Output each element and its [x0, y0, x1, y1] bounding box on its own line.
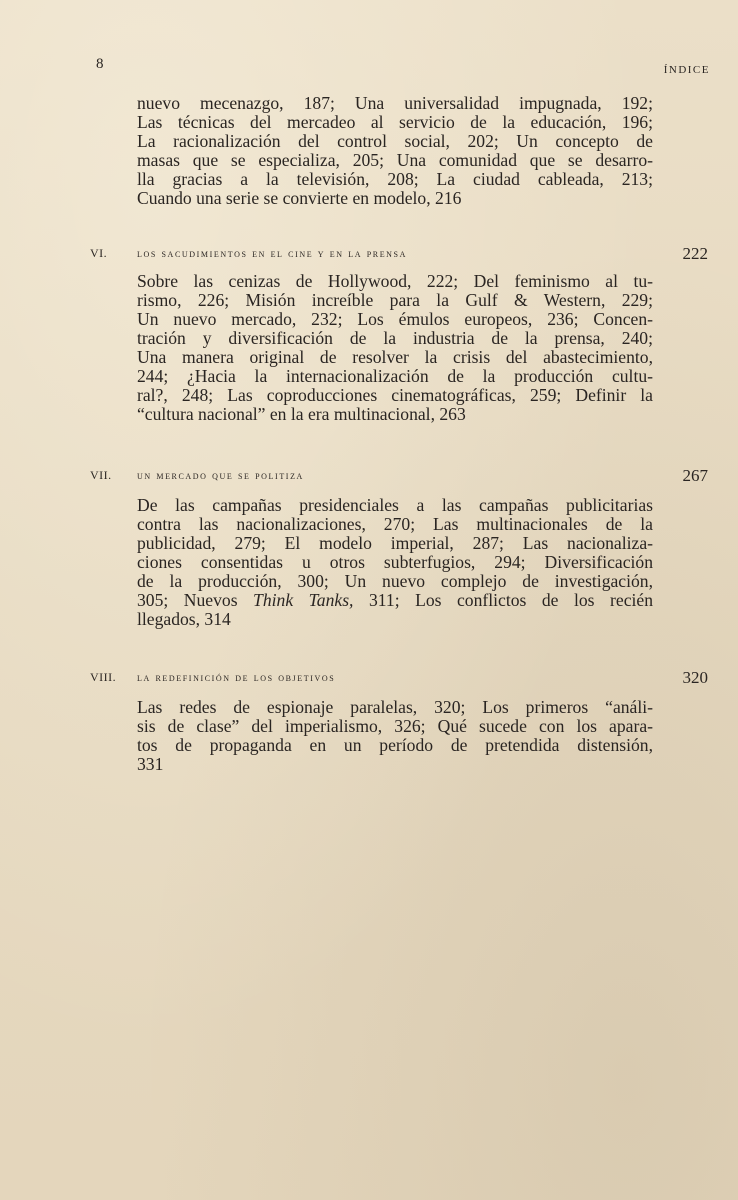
toc-line: Las redes de espionaje paralelas, 320; Los primeros “análi- [137, 697, 653, 717]
toc-line: nuevo mecenazgo, 187; Una universalidad impugnada, 192; [137, 93, 653, 113]
toc-line: llegados, 314 [137, 609, 231, 629]
chapter-numeral: VIII. [90, 670, 117, 684]
toc-line: ral?, 248; Las coproducciones cinematográficas, 259; Definir la [137, 385, 653, 405]
toc-line: 244; ¿Hacia la internacionalización de la producción cultu- [137, 366, 653, 386]
toc-line: tración y diversificación de la industria de la prensa, 240; [137, 328, 653, 348]
toc-line: tos de propaganda en un período de pretendida distensión, [137, 735, 653, 755]
chapter-title: la redefinición de los objetivos [137, 670, 336, 684]
chapter-numeral: VII. [90, 468, 112, 482]
toc-line: masas que se especializa, 205; Una comunidad que se desarro- [137, 150, 653, 170]
chapter-page-number: 222 [682, 244, 708, 263]
chapter-numeral: VI. [90, 246, 108, 260]
toc-line: De las campañas presidenciales a las campañas publicitarias [137, 495, 653, 515]
toc-line: 331 [137, 754, 164, 774]
toc-line: “cultura nacional” en la era multinacional, 263 [137, 404, 466, 424]
chapter-vii-contents [137, 496, 653, 629]
chapter-page-number: 320 [682, 668, 708, 687]
chapter-title: los sacudimientos en el cine y en la prensa [137, 246, 407, 260]
running-head: ÍNDICE [663, 64, 710, 76]
toc-line: Cuando una serie se convierte en modelo, 216 [137, 188, 462, 208]
chapter-viii-contents [137, 698, 653, 774]
toc-line: publicidad, 279; El modelo imperial, 287; Las nacionaliza- [137, 533, 653, 553]
toc-line: La racionalización del control social, 202; Un concepto de [137, 131, 653, 151]
italic-term: Think Tanks, [253, 590, 354, 610]
chapter-vi-contents [137, 272, 653, 424]
chapter-title: un mercado que se politiza [137, 468, 304, 482]
toc-text: 305; Nuevos [137, 590, 254, 610]
toc-line: Sobre las cenizas de Hollywood, 222; Del feminismo al tu- [137, 271, 653, 291]
chapter-heading-viii [90, 670, 708, 692]
toc-line: Una manera original de resolver la crisis del abastecimiento, [137, 347, 653, 367]
chapter-heading-vii [90, 468, 708, 490]
chapter-page-number: 267 [682, 466, 708, 485]
toc-entry-continuation [137, 94, 653, 208]
toc-line-mixed [137, 591, 653, 610]
toc-text: 311; Los conflictos de los recién [353, 590, 653, 610]
toc-line: ciones consentidas u otros subterfugios, 294; Diversificación [137, 552, 653, 572]
toc-line: contra las nacionalizaciones, 270; Las multinacionales de la [137, 514, 653, 534]
toc-line: rismo, 226; Misión increíble para la Gulf & Western, 229; [137, 290, 653, 310]
toc-line: sis de clase” del imperialismo, 326; Qué sucede con los apara- [137, 716, 653, 736]
chapter-heading-vi [90, 246, 708, 268]
toc-line: Un nuevo mercado, 232; Los émulos europeos, 236; Concen- [137, 309, 653, 329]
toc-line: de la producción, 300; Un nuevo complejo de investigación, [137, 571, 653, 591]
toc-line: Las técnicas del mercadeo al servicio de la educación, 196; [137, 112, 653, 132]
toc-line: lla gracias a la televisión, 208; La ciudad cableada, 213; [137, 169, 653, 189]
page-number: 8 [96, 56, 104, 72]
